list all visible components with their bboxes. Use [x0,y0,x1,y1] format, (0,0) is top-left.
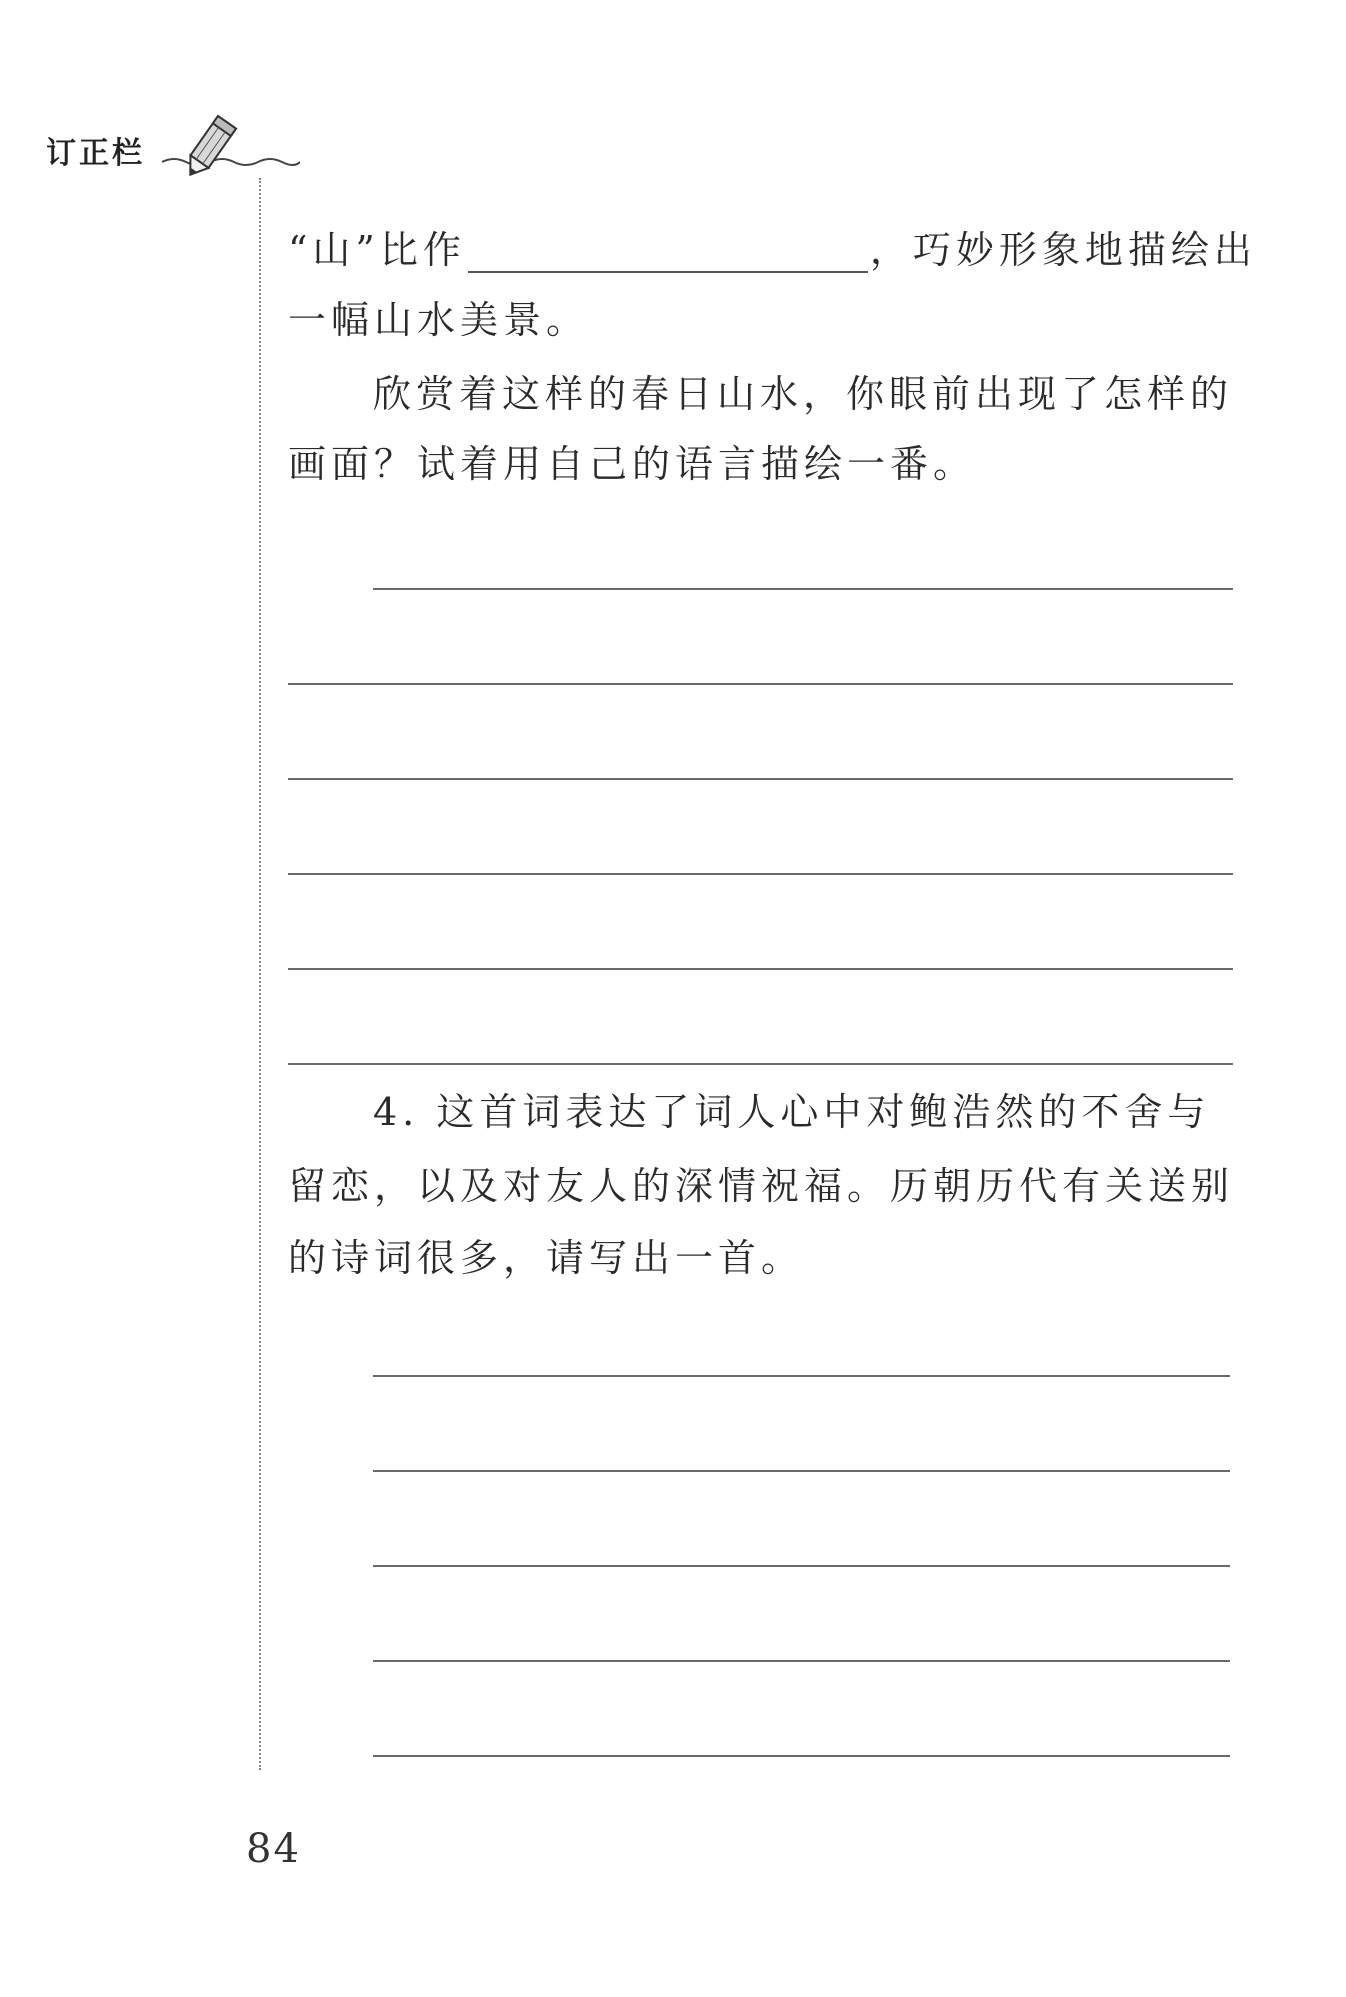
q3-prompt-line: 欣赏着这样的春日山水，你眼前出现了怎样的 [373,372,1234,416]
q3-line: 一幅山水美景。 [288,298,590,342]
q3-fill-before: “山”比作 [288,228,466,272]
correction-column-header [40,110,270,180]
margin-divider [259,178,261,1770]
answer-line[interactable] [373,1660,1230,1662]
q3-fill-after: ，巧妙形象地描绘出 [869,228,1257,272]
answer-line[interactable] [288,778,1233,780]
answer-line[interactable] [373,1470,1230,1472]
q4-line: 4. 这首词表达了词人心中对鲍浩然的不舍与 [373,1090,1211,1134]
answer-line[interactable] [288,1063,1233,1065]
q3-prompt-line: 画面？试着用自己的语言描绘一番。 [288,442,977,486]
answer-line[interactable] [288,683,1233,685]
q4-line: 留恋，以及对友人的深情祝福。历朝历代有关送别 [288,1164,1235,1208]
answer-line[interactable] [288,873,1233,875]
q3-fill-sentence [288,226,1257,274]
answer-blank[interactable] [468,271,868,273]
q4-line: 的诗词很多，请写出一首。 [288,1236,805,1280]
correction-label: 订正栏 [46,136,145,171]
answer-line[interactable] [373,1565,1230,1567]
pencil-icon [160,110,300,180]
answer-line[interactable] [373,1375,1230,1377]
answer-line[interactable] [288,968,1233,970]
answer-line[interactable] [373,588,1233,590]
page-number: 84 [246,1826,301,1872]
answer-line[interactable] [373,1755,1230,1757]
